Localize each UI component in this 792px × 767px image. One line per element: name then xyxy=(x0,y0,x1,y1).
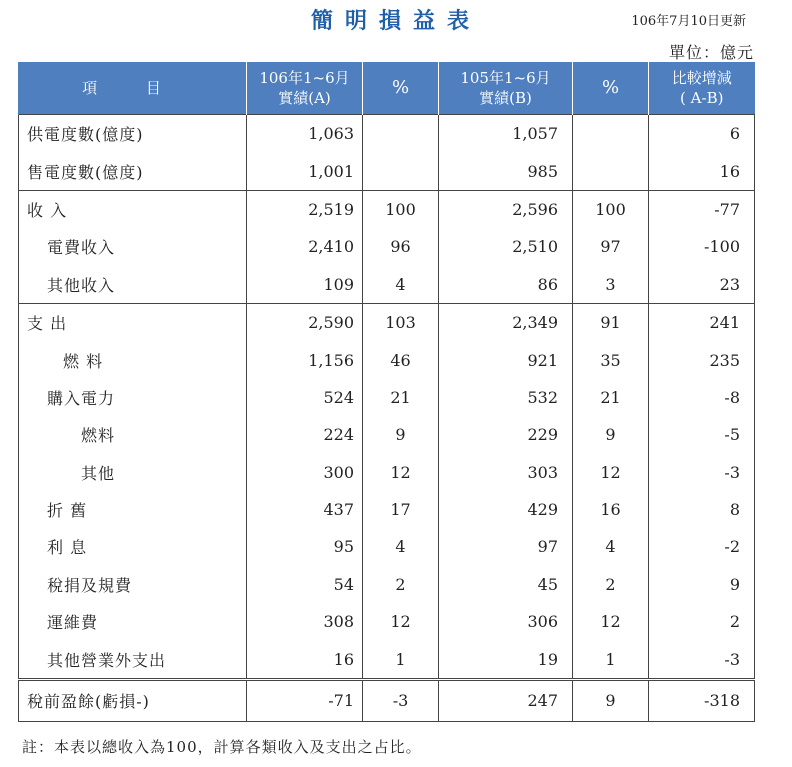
current-pct: 103 xyxy=(363,303,439,341)
prior-pct: 4 xyxy=(573,528,649,565)
header-difference-line1: 比較增減 xyxy=(671,69,732,87)
prior-pct xyxy=(573,115,649,153)
current-pct: 12 xyxy=(363,603,439,640)
row-label: 運維費 xyxy=(19,603,247,640)
update-date: 106年7月10日更新 xyxy=(631,14,746,29)
difference-value: 9 xyxy=(649,566,755,603)
header-prior-period-line1: 105年1~6月 xyxy=(460,69,551,87)
row-label: 供電度數(億度) xyxy=(19,115,247,153)
table-row xyxy=(19,190,755,228)
current-value: 300 xyxy=(247,454,363,491)
table-row xyxy=(19,528,755,565)
table-row xyxy=(19,152,755,190)
row-label: 購入電力 xyxy=(19,379,247,416)
current-pct: -3 xyxy=(363,679,439,721)
prior-pct: 9 xyxy=(573,679,649,721)
prior-value: 532 xyxy=(439,379,573,416)
prior-value: 247 xyxy=(439,679,573,721)
difference-value: 241 xyxy=(649,303,755,341)
current-value: 1,001 xyxy=(247,152,363,190)
difference-value: -2 xyxy=(649,528,755,565)
table-row xyxy=(19,491,755,528)
table-row xyxy=(19,379,755,416)
footnote: 註：本表以總收入為100，計算各類收入及支出之占比。 xyxy=(22,738,422,756)
prior-value: 19 xyxy=(439,640,573,679)
row-label: 支 出 xyxy=(19,303,247,341)
header-pct-current: % xyxy=(363,62,439,115)
row-label: 收 入 xyxy=(19,190,247,228)
prior-value: 303 xyxy=(439,454,573,491)
header-difference xyxy=(649,62,755,115)
difference-value: 23 xyxy=(649,266,755,304)
row-label: 其他收入 xyxy=(19,266,247,304)
current-value: 16 xyxy=(247,640,363,679)
current-pct: 1 xyxy=(363,640,439,679)
current-pct: 4 xyxy=(363,528,439,565)
table-row xyxy=(19,603,755,640)
current-value: 2,590 xyxy=(247,303,363,341)
prior-pct xyxy=(573,152,649,190)
current-pct: 21 xyxy=(363,379,439,416)
current-pct xyxy=(363,152,439,190)
current-value: 95 xyxy=(247,528,363,565)
header-difference-line2: ( A-B) xyxy=(680,89,724,107)
table-row xyxy=(19,416,755,453)
current-pct: 9 xyxy=(363,416,439,453)
header-current-period-line1: 106年1~6月 xyxy=(259,69,350,87)
difference-value: -5 xyxy=(649,416,755,453)
prior-value: 1,057 xyxy=(439,115,573,153)
table-row xyxy=(19,566,755,603)
header-current-period xyxy=(247,62,363,115)
prior-pct: 97 xyxy=(573,228,649,265)
current-pct: 96 xyxy=(363,228,439,265)
current-pct: 4 xyxy=(363,266,439,304)
prior-value: 45 xyxy=(439,566,573,603)
row-label: 利 息 xyxy=(19,528,247,565)
difference-value: -3 xyxy=(649,454,755,491)
current-pct: 46 xyxy=(363,341,439,378)
table-row xyxy=(19,341,755,378)
prior-pct: 2 xyxy=(573,566,649,603)
difference-value: -100 xyxy=(649,228,755,265)
prior-pct: 100 xyxy=(573,190,649,228)
table-row xyxy=(19,454,755,491)
current-value: 2,410 xyxy=(247,228,363,265)
prior-value: 2,349 xyxy=(439,303,573,341)
difference-value: 2 xyxy=(649,603,755,640)
prior-value: 97 xyxy=(439,528,573,565)
prior-pct: 16 xyxy=(573,491,649,528)
income-statement-table xyxy=(18,62,755,722)
current-pct: 12 xyxy=(363,454,439,491)
difference-value: 235 xyxy=(649,341,755,378)
header-row xyxy=(19,62,755,115)
header-pct-prior: % xyxy=(573,62,649,115)
current-value: 1,156 xyxy=(247,341,363,378)
unit-label: 單位：億元 xyxy=(668,43,754,62)
table-row xyxy=(19,640,755,679)
prior-pct: 1 xyxy=(573,640,649,679)
current-value: 224 xyxy=(247,416,363,453)
current-pct: 2 xyxy=(363,566,439,603)
current-value: 1,063 xyxy=(247,115,363,153)
current-value: 54 xyxy=(247,566,363,603)
prior-pct: 3 xyxy=(573,266,649,304)
row-label: 售電度數(億度) xyxy=(19,152,247,190)
prior-value: 2,596 xyxy=(439,190,573,228)
current-pct: 100 xyxy=(363,190,439,228)
current-value: -71 xyxy=(247,679,363,721)
difference-value: -8 xyxy=(649,379,755,416)
current-pct xyxy=(363,115,439,153)
prior-value: 429 xyxy=(439,491,573,528)
table-row xyxy=(19,679,755,721)
current-value: 109 xyxy=(247,266,363,304)
difference-value: -318 xyxy=(649,679,755,721)
prior-pct: 12 xyxy=(573,454,649,491)
row-label: 電費收入 xyxy=(19,228,247,265)
difference-value: 8 xyxy=(649,491,755,528)
difference-value: -3 xyxy=(649,640,755,679)
current-value: 524 xyxy=(247,379,363,416)
table-row xyxy=(19,228,755,265)
row-label: 燃料 xyxy=(19,416,247,453)
header-prior-period-line2: 實績(B) xyxy=(479,89,532,107)
prior-value: 86 xyxy=(439,266,573,304)
header-prior-period xyxy=(439,62,573,115)
row-label: 其他 xyxy=(19,454,247,491)
difference-value: 16 xyxy=(649,152,755,190)
prior-value: 229 xyxy=(439,416,573,453)
prior-value: 306 xyxy=(439,603,573,640)
row-label: 其他營業外支出 xyxy=(19,640,247,679)
current-value: 437 xyxy=(247,491,363,528)
prior-pct: 91 xyxy=(573,303,649,341)
prior-value: 985 xyxy=(439,152,573,190)
row-label: 稅前盈餘(虧損-) xyxy=(19,679,247,721)
prior-pct: 12 xyxy=(573,603,649,640)
prior-value: 2,510 xyxy=(439,228,573,265)
header-current-period-line2: 實績(A) xyxy=(278,89,331,107)
current-value: 308 xyxy=(247,603,363,640)
table-row xyxy=(19,303,755,341)
page-title: 簡明損益表 xyxy=(310,8,481,34)
difference-value: -77 xyxy=(649,190,755,228)
table-row xyxy=(19,266,755,304)
row-label: 折 舊 xyxy=(19,491,247,528)
row-label: 燃 料 xyxy=(19,341,247,378)
prior-pct: 35 xyxy=(573,341,649,378)
table-body xyxy=(19,115,755,722)
header-item: 項 目 xyxy=(19,62,247,115)
current-value: 2,519 xyxy=(247,190,363,228)
prior-pct: 21 xyxy=(573,379,649,416)
current-pct: 17 xyxy=(363,491,439,528)
row-label: 稅捐及規費 xyxy=(19,566,247,603)
table-row xyxy=(19,115,755,153)
prior-pct: 9 xyxy=(573,416,649,453)
difference-value: 6 xyxy=(649,115,755,153)
prior-value: 921 xyxy=(439,341,573,378)
